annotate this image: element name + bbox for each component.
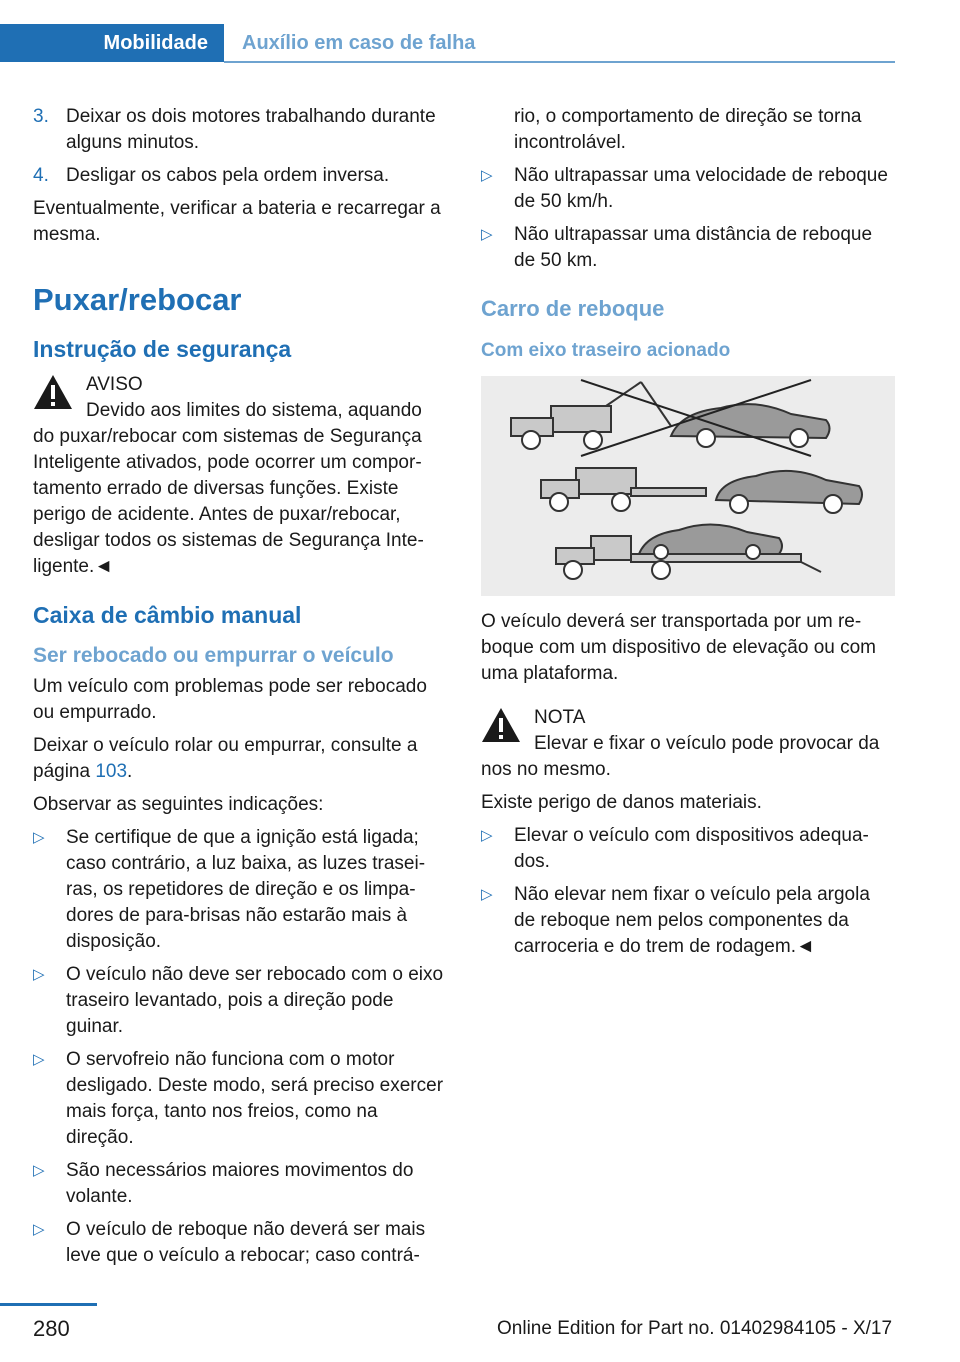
- page-header: [0, 0, 895, 64]
- list-item-text: São necessários maiores movimentos do volante.: [66, 1160, 414, 1207]
- bullet-triangle-icon: ▷: [33, 1221, 45, 1238]
- warning-icon: [481, 707, 521, 743]
- bullet-triangle-icon: ▷: [481, 886, 493, 903]
- list-item: [481, 163, 895, 215]
- gearbox-heading: Caixa de câmbio manual: [33, 602, 302, 628]
- section-heading: Puxar/rebocar: [33, 282, 242, 317]
- edition-note: Online Edition for Part no. 01402984105 - X/17: [497, 1318, 893, 1339]
- note-box: [481, 705, 895, 783]
- paragraph: Observar as seguintes indicações:: [33, 794, 324, 815]
- list-item: [481, 222, 895, 274]
- list-item: [33, 962, 448, 1040]
- list-item-text: Se certifique de que a ignição está ligada; caso contrário, a luz baixa, as luzes traseiras, os repetidores de direção e os limpadores de para-brisas não estarão mais à disposição.: [66, 827, 426, 952]
- left-column: [33, 104, 448, 1276]
- hook-tow-truck: [511, 382, 671, 449]
- tow-subheading: Ser rebocado ou empurrar o veículo: [33, 644, 394, 667]
- chapter-tab-label: Auxílio em caso de falha: [242, 31, 476, 54]
- safety-heading: Instrução de segurança: [33, 336, 292, 362]
- paragraph-with-link: [33, 733, 448, 785]
- warning-icon: [33, 374, 73, 410]
- bullet-triangle-icon: ▷: [33, 1051, 45, 1068]
- warning-title: AVISO: [86, 374, 143, 395]
- list-item: [33, 1158, 448, 1210]
- car-on-flatbed: [639, 524, 782, 559]
- section-tab-label: Mobilidade: [103, 31, 208, 54]
- bullet-triangle-icon: ▷: [481, 167, 493, 184]
- list-item-text: O veículo não deve ser rebocado com o eixo traseiro levantado, pois a direção pode guinar.: [66, 964, 444, 1037]
- paragraph: O veículo deverá ser transportada por um reboque com um dispositivo de elevação ou com uma plataforma.: [481, 611, 877, 684]
- towed-car-1: [671, 404, 830, 447]
- section-tab-mobilidade[interactable]: [0, 24, 224, 62]
- numbered-step: [33, 163, 448, 189]
- bullet-triangle-icon: ▷: [481, 827, 493, 844]
- bullet-triangle-icon: ▷: [481, 226, 493, 243]
- wheel-lift-truck: [541, 468, 706, 511]
- paragraph: Eventualmente, verificar a bateria e recarregar a mesma.: [33, 198, 441, 245]
- towing-illustration: [481, 376, 895, 596]
- towed-car-2: [716, 471, 862, 513]
- towing-diagram: [481, 376, 895, 596]
- list-item-text: Não ultrapassar uma velocidade de reboque de 50 km/h.: [514, 165, 888, 212]
- page-link-103[interactable]: 103: [95, 761, 128, 782]
- paragraph: Um veículo com problemas pode ser rebocado ou empurrado.: [33, 676, 427, 723]
- list-item: [481, 882, 895, 960]
- list-item-text: Elevar o veículo com dispositivos adequados.: [514, 825, 869, 872]
- numbered-step: [33, 104, 448, 156]
- chapter-tab[interactable]: [224, 24, 475, 62]
- right-column: [481, 104, 895, 967]
- step-text: Deixar os dois motores trabalhando durante alguns minutos.: [66, 106, 436, 153]
- bullet-triangle-icon: ▷: [33, 829, 45, 846]
- footer-divider: [0, 1303, 97, 1306]
- step-number: 4.: [33, 165, 49, 186]
- list-item: [33, 1217, 448, 1269]
- warning-text: do puxar/rebocar com sistemas de Segurança Inteligente ativados, pode ocorrer um comportamento errado de diversas funções. Existe perigo de acidente. Antes de puxar/rebocar, desligar todos os sistemas de Segurança Inteligente.◄: [33, 426, 424, 577]
- step-number: 3.: [33, 106, 49, 127]
- note-title: NOTA: [534, 707, 586, 728]
- list-item-continuation: rio, o comportamento de direção se torna incontrolável.: [514, 106, 862, 153]
- list-item: [481, 823, 895, 875]
- list-item-text: O veículo de reboque não deverá ser mais leve que o veículo a rebocar; caso contrá-: [66, 1219, 426, 1266]
- note-text-first-line: Elevar e fixar o veículo pode provocar da: [534, 733, 880, 754]
- paragraph-text: .: [127, 761, 133, 782]
- paragraph: Existe perigo de danos materiais.: [481, 792, 762, 813]
- list-item-text: Não ultrapassar uma distância de reboque de 50 km.: [514, 224, 873, 271]
- list-item-text: Não elevar nem fixar o veículo pela argola de reboque nem pelos componentes da carroceria e do trem de rodagem.◄: [514, 884, 870, 957]
- list-item: [33, 825, 448, 955]
- bullet-triangle-icon: ▷: [33, 1162, 45, 1179]
- paragraph-text: Deixar o veículo rolar ou empurrar, consulte a página: [33, 735, 418, 782]
- step-text: Desligar os cabos pela ordem inversa.: [66, 165, 390, 186]
- header-divider: [224, 61, 895, 63]
- rear-axle-subheading: Com eixo traseiro acionado: [481, 340, 731, 361]
- list-item-text: O servofreio não funciona com o motor desligado. Deste modo, será preciso exercer mais força, tanto nos freios, como na direção.: [66, 1049, 444, 1148]
- bullet-triangle-icon: ▷: [33, 966, 45, 983]
- note-text: nos no mesmo.: [481, 759, 611, 780]
- tow-truck-heading: Carro de reboque: [481, 296, 665, 321]
- warning-box: [33, 372, 448, 580]
- page-number: 280: [33, 1316, 70, 1341]
- list-item: [33, 1047, 448, 1151]
- warning-text-first-line: Devido aos limites do sistema, aquando: [86, 400, 422, 421]
